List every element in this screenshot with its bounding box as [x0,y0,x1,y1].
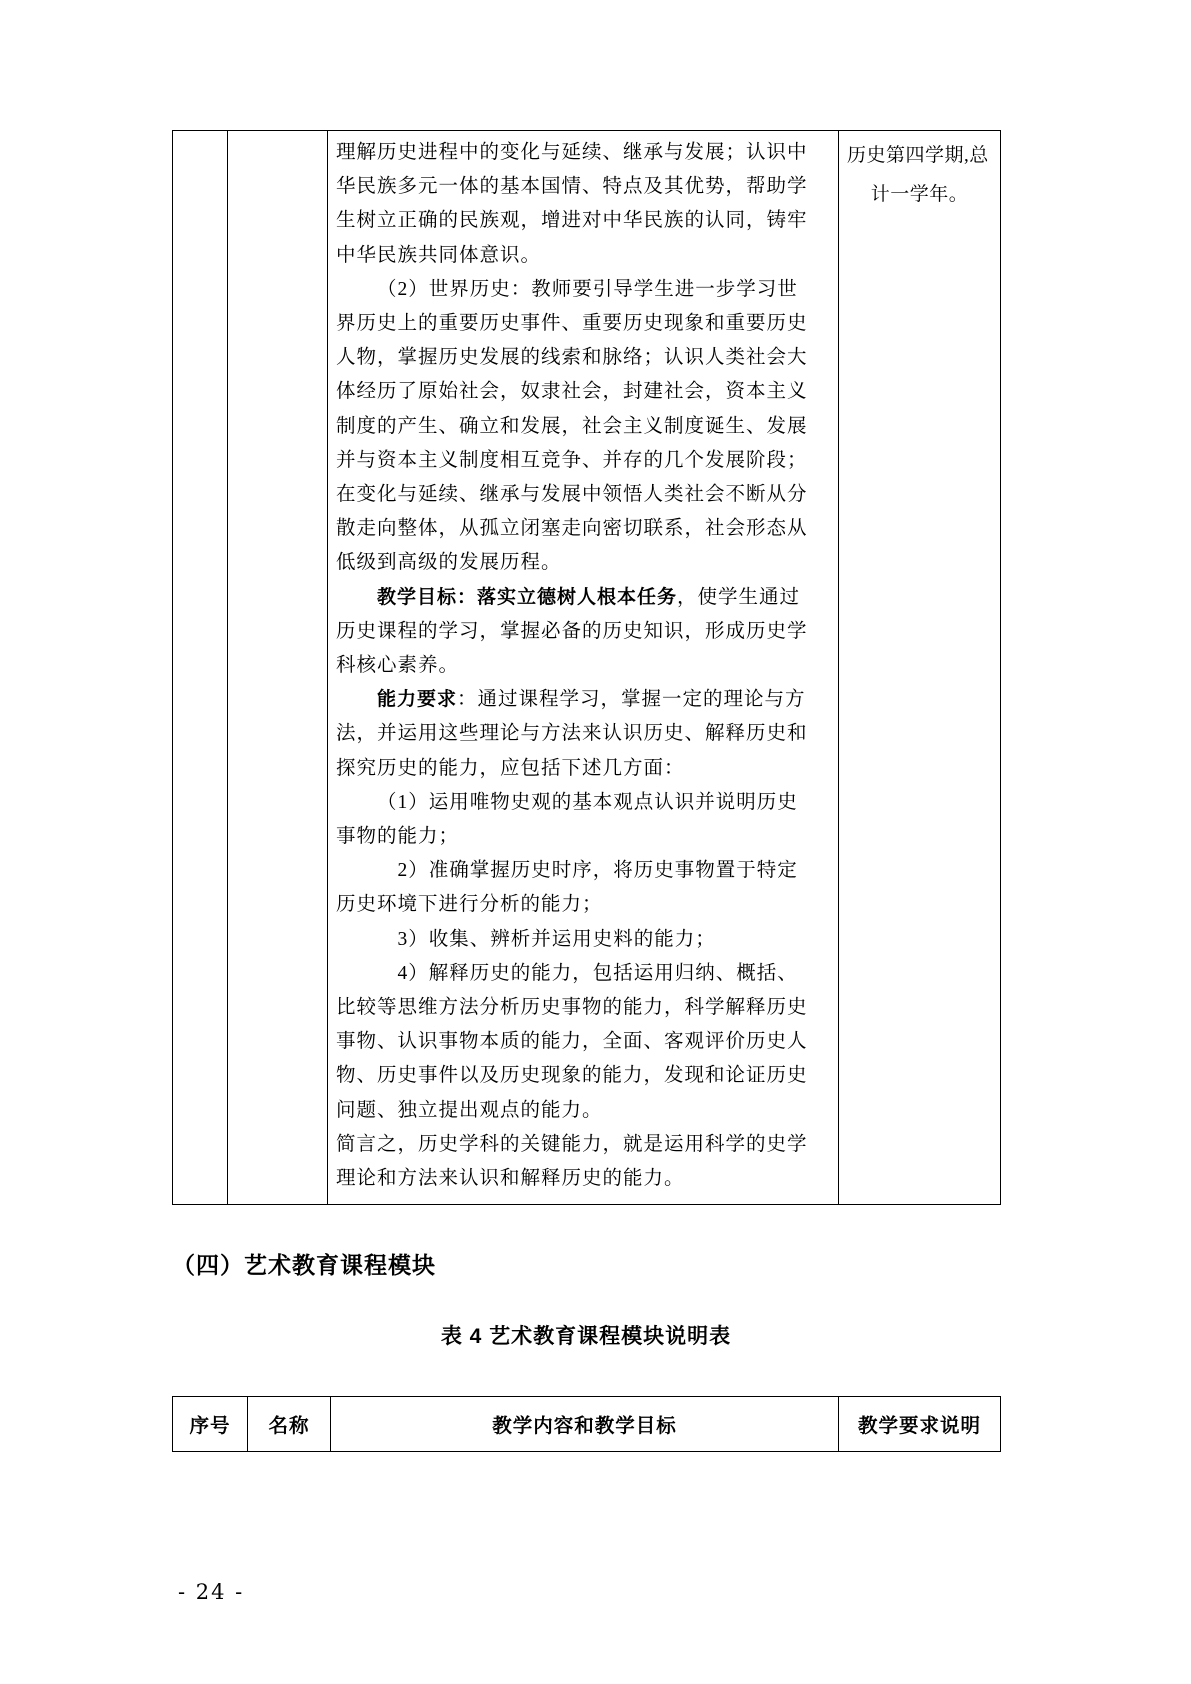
content-bold-segment: 能力要求 [377,689,458,711]
content-segment: 简言之，历史学科的关键能力，就是运用科学的史学 [336,1133,808,1155]
table-caption: 表 4 艺术教育课程模块说明表 [440,1325,732,1348]
content-segment: 理解历史进程中的变化与延续、继承与发展；认识中 [336,142,808,163]
header-teaching-requirement: 教学要求说明 [839,1397,1001,1452]
content-segment: 问题、独立提出观点的能力。 [336,1099,603,1121]
content-segment: 界历史上的重要历史事件、重要历史现象和重要历史 [336,313,808,335]
content-line [336,854,830,888]
content-segment: 物、历史事件以及历史现象的能力，发现和论证历史 [336,1065,808,1087]
history-module-row [173,131,1001,1205]
content-line [336,888,830,922]
header-serial-number: 序号 [173,1397,248,1452]
content-line [336,1094,830,1128]
art-module-table [172,1396,1001,1452]
content-segment: 4）解释历史的能力，包括运用归纳、概括、 [397,962,798,984]
content-segment: 制度的产生、确立和发展，社会主义制度诞生、发展 [336,415,808,437]
content-segment: （2）世界历史：教师要引导学生进一步学习世 [377,278,798,300]
content-line [336,204,830,238]
requirement-line: 计一学年。 [870,184,969,205]
content-line [336,512,830,546]
content-line [336,410,830,444]
content-segment: ，使学生通过 [677,586,801,608]
content-segment: 并与资本主义制度相互竞争、并存的几个发展阶段； [336,449,808,471]
content-line [336,752,830,786]
content-line [336,170,830,204]
content-segment: 生树立正确的民族观，增进对中华民族的认同，铸牢 [336,210,808,232]
section-heading: （四）艺术教育课程模块 [172,1252,436,1278]
content-line [336,1025,830,1059]
content-bold-segment: 教学目标：落实立德树人根本任务 [377,586,678,608]
content-line [336,786,830,820]
content-line [336,991,830,1025]
content-line [336,546,830,580]
header-teaching-content: 教学内容和教学目标 [331,1397,839,1452]
content-line [336,615,830,649]
content-segment: 华民族多元一体的基本国情、特点及其优势，帮助学 [336,176,808,198]
header-course-name: 名称 [248,1397,331,1452]
serial-number-cell [173,131,228,1205]
teaching-requirement-cell [839,131,1001,1205]
content-segment: 体经历了原始社会，奴隶社会，封建社会，资本主义 [336,381,808,403]
content-line [336,341,830,375]
content-segment: 人物，掌握历史发展的线索和脉络；认识人类社会大 [336,347,808,369]
content-line [336,1059,830,1093]
content-segment: 事物、认识事物本质的能力，全面、客观评价历史人 [336,1031,808,1053]
content-segment: 比较等思维方法分析历史事物的能力，科学解释历史 [336,997,808,1019]
content-segment: 法，并运用这些理论与方法来认识历史、解释历史和 [336,723,808,745]
content-line [336,375,830,409]
content-segment: ：通过课程学习，掌握一定的理论与方 [457,689,806,711]
content-segment: 中华民族共同体意识。 [336,244,542,266]
content-line [336,1128,830,1162]
content-line [336,820,830,854]
content-line [336,307,830,341]
content-line [336,923,830,957]
content-line [336,717,830,751]
content-line [336,1162,830,1196]
content-line [336,444,830,478]
content-segment: 理论和方法来认识和解释历史的能力。 [336,1168,685,1190]
page-number: - 24 - [178,1580,245,1604]
content-segment: 历史环境下进行分析的能力； [336,894,603,916]
history-module-table [172,130,1001,1205]
content-segment: 历史课程的学习，掌握必备的历史知识，形成历史学 [336,620,808,642]
content-line [336,683,830,717]
content-line [336,957,830,991]
requirement-line: 历史第四学期,总 [847,145,989,166]
content-segment: 低级到高级的发展历程。 [336,552,562,574]
content-segment: 3）收集、辨析并运用史料的能力； [397,928,716,950]
art-table-header-row [173,1397,1001,1452]
content-segment: （1）运用唯物史观的基本观点认识并说明历史 [377,791,798,813]
content-line [336,581,830,615]
content-line [336,239,830,273]
content-segment: 2）准确掌握历史时序，将历史事物置于特定 [397,860,798,882]
content-line [336,649,830,683]
content-segment: 探究历史的能力，应包括下述几方面： [336,757,685,779]
content-segment: 事物的能力； [336,826,460,848]
content-segment: 在变化与延续、继承与发展中领悟人类社会不断从分 [336,484,808,506]
content-line [336,136,830,170]
teaching-content-cell [328,131,839,1205]
content-segment: 科核心素养。 [336,655,460,677]
content-segment: 散走向整体，从孤立闭塞走向密切联系，社会形态从 [336,518,808,540]
content-line [336,273,830,307]
content-line [336,478,830,512]
course-name-cell [228,131,328,1205]
